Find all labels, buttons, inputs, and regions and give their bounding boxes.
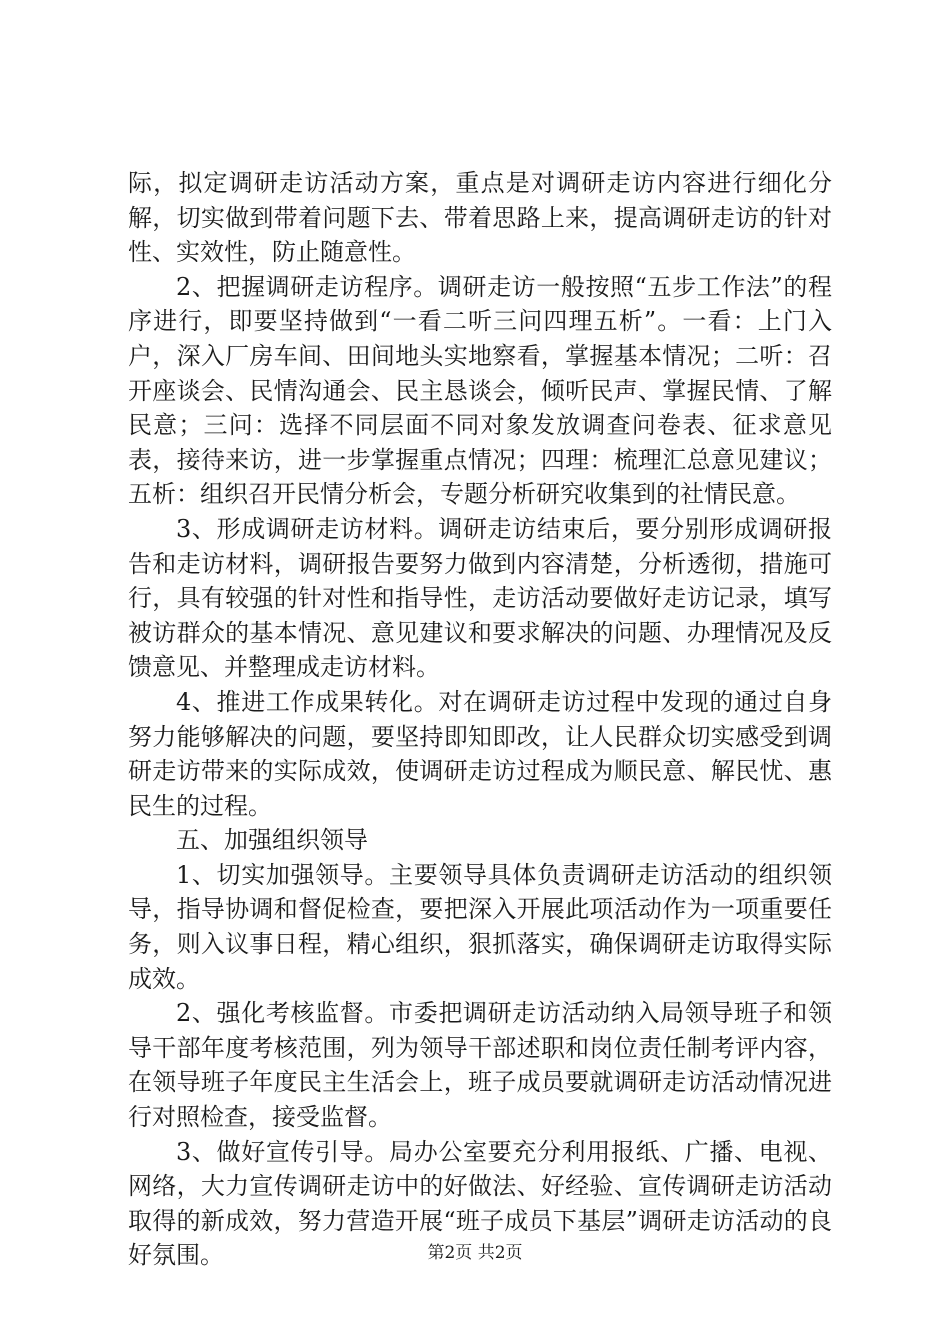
- document-body: [128, 166, 832, 1273]
- paragraph-results: 4、推进工作成果转化。对在调研走访过程中发现的通过自身努力能够解决的问题，要坚持即知即改，让人民群众切实感受到调研走访带来的实际成效，使调研走访过程成为顺民意、解民忧、惠民生的过程。: [128, 687, 832, 820]
- section-heading: 五、加强组织领导: [176, 826, 368, 855]
- paragraph-continuation: 际，拟定调研走访活动方案，重点是对调研走访内容进行细化分解，切实做到带着问题下去、带着思路上来，提高调研走访的针对性、实效性，防止随意性。: [128, 169, 832, 267]
- paragraph-leadership: 1、切实加强领导。主要领导具体负责调研走访活动的组织领导，指导协调和督促检查，要把深入开展此项活动作为一项重要任务，则入议事日程，精心组织，狠抓落实，确保调研走访取得实际成效。: [128, 860, 832, 993]
- page-number-footer: 第2页 共2页: [427, 1243, 523, 1263]
- paragraph-procedure: 2、把握调研走访程序。调研走访一般按照“五步工作法”的程序进行，即要坚持做到“一看二听三问四理五析”。一看：上门入户，深入厂房车间、田间地头实地察看，掌握基本情况；二听：召开座谈会、民情沟通会、民主恳谈会，倾听民声、掌握民情、了解民意；三问：选择不同层面不同对象发放调查问卷表、征求意见表，接待来访，进一步掌握重点情况；四理：梳理汇总意见建议；五析：组织召开民情分析会，专题分析研究收集到的社情民意。: [128, 272, 832, 509]
- paragraph-supervision: 2、强化考核监督。市委把调研走访活动纳入局领导班子和领导干部年度考核范围，列为领导干部述职和岗位责任制考评内容，在领导班子年度民主生活会上，班子成员要就调研走访活动情况进行对照检查，接受监督。: [128, 999, 832, 1132]
- paragraph-materials: 3、形成调研走访材料。调研走访结束后，要分别形成调研报告和走访材料，调研报告要努力做到内容清楚，分析透彻，措施可行，具有较强的针对性和指导性，走访活动要做好走访记录，填写被访群众的基本情况、意见建议和要求解决的问题、办理情况及反馈意见、并整理成走访材料。: [128, 514, 832, 682]
- paragraph-publicity: 3、做好宣传引导。局办公室要充分利用报纸、广播、电视、网络，大力宣传调研走访中的好做法、好经验、宣传调研走访活动取得的新成效，努力营造开展“班子成员下基层”调研走访活动的良好氛围。: [128, 1137, 832, 1270]
